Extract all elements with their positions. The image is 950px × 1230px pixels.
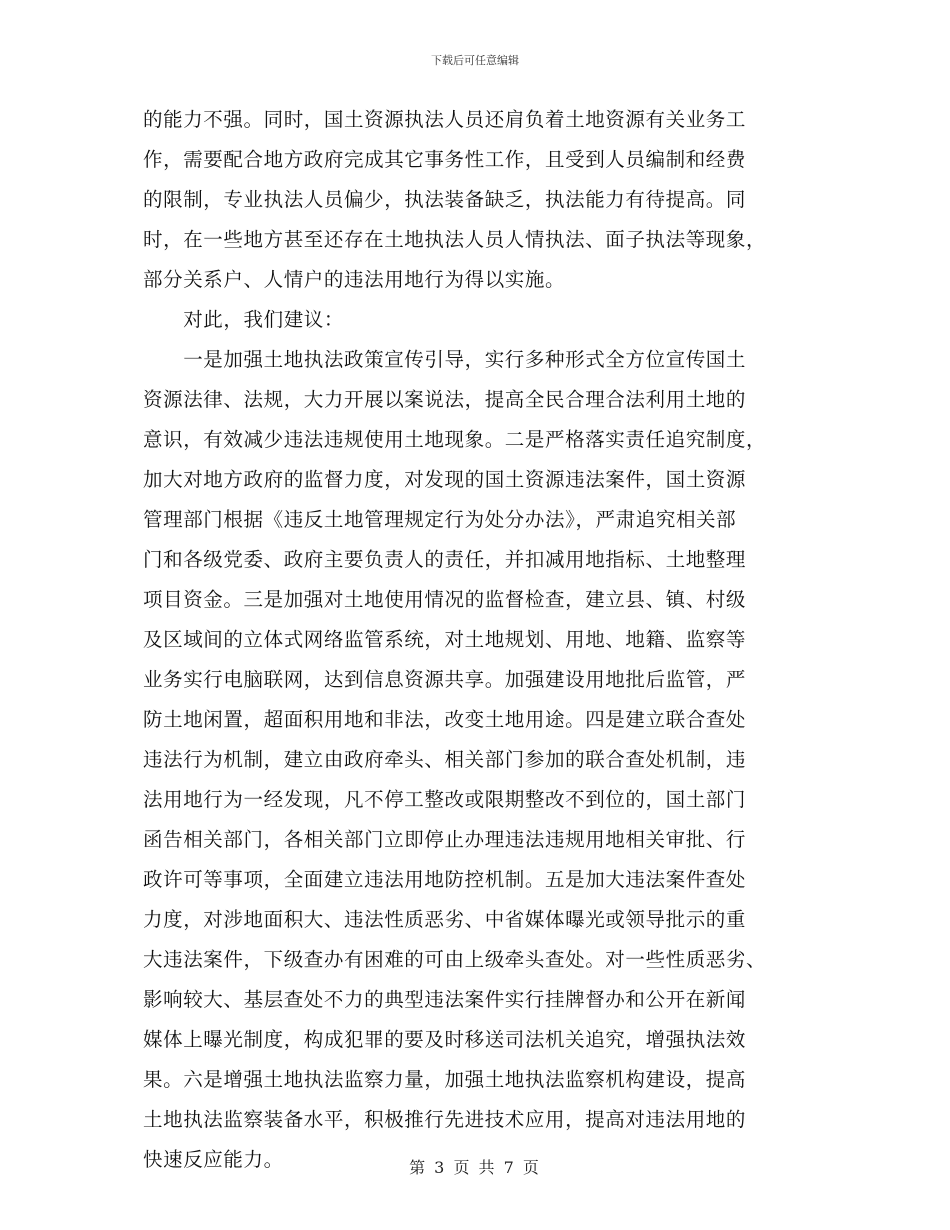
text-line: 土地执法监察装备水平，积极推行先进技术应用，提高对违法用地的 — [143, 1108, 747, 1131]
text-line: 的能力不强。同时，国土资源执法人员还肩负着土地资源有关业务工 — [143, 108, 747, 131]
text-line: 大违法案件，下级查办有困难的可由上级牵头查处。对一些性质恶劣、 — [143, 948, 767, 971]
text-line: 媒体上曝光制度，构成犯罪的要及时移送司法机关追究，增强执法效 — [143, 1028, 747, 1051]
text-line: 业务实行电脑联网，达到信息资源共享。加强建设用地批后监管，严 — [143, 668, 747, 691]
text-line: 力度，对涉地面积大、违法性质恶劣、中省媒体曝光或领导批示的重 — [143, 908, 747, 931]
text-line: 违法行为机制，建立由政府牵头、相关部门参加的联合查处机制，违 — [143, 748, 747, 771]
text-line: 门和各级党委、政府主要负责人的责任，并扣减用地指标、土地整理 — [143, 548, 747, 571]
text-line: 果。六是增强土地执法监察力量，加强土地执法监察机构建设，提高 — [143, 1068, 747, 1091]
text-line: 管理部门根据《违反土地管理规定行为处分办法》，严肃追究相关部 — [143, 508, 737, 531]
text-line: 加大对地方政府的监督力度，对发现的国土资源违法案件，国土资源 — [143, 468, 747, 491]
text-line: 部分关系户、人情户的违法用地行为得以实施。 — [143, 268, 566, 291]
text-line: 函告相关部门，各相关部门立即停止办理违法违规用地相关审批、行 — [143, 828, 747, 851]
page-footer: 第 3 页 共 7 页 — [409, 1158, 541, 1177]
text-line: 法用地行为一经发现，凡不停工整改或限期整改不到位的，国土部门 — [143, 788, 747, 811]
text-line: 时，在一些地方甚至还存在土地执法人员人情执法、面子执法等现象， — [143, 228, 767, 251]
text-line: 防土地闲置，超面积用地和非法，改变土地用途。四是建立联合查处 — [143, 708, 747, 731]
text-line: 政许可等事项，全面建立违法用地防控机制。五是加大违法案件查处 — [143, 868, 747, 891]
text-line: 及区域间的立体式网络监管系统，对土地规划、用地、地籍、监察等 — [143, 628, 747, 651]
page-header: 下载后可任意编辑 — [431, 54, 519, 67]
text-line: 项目资金。三是加强对土地使用情况的监督检查，建立县、镇、村级 — [143, 588, 747, 611]
text-line: 资源法律、法规，大力开展以案说法，提高全民合理合法利用土地的 — [143, 388, 747, 411]
text-line: 意识，有效减少违法违规使用土地现象。二是严格落实责任追究制度， — [143, 428, 767, 451]
text-line: 作，需要配合地方政府完成其它事务性工作，且受到人员编制和经费 — [143, 148, 747, 171]
text-line: 快速反应能力。 — [143, 1148, 284, 1171]
text-line: 对此，我们建议： — [143, 308, 345, 331]
text-line: 一是加强土地执法政策宣传引导，实行多种形式全方位宣传国土 — [143, 348, 747, 371]
text-line: 影响较大、基层查处不力的典型违法案件实行挂牌督办和公开在新闻 — [143, 988, 747, 1011]
text-line: 的限制，专业执法人员偏少，执法装备缺乏，执法能力有待提高。同 — [143, 188, 747, 211]
body-text — [143, 100, 815, 1180]
